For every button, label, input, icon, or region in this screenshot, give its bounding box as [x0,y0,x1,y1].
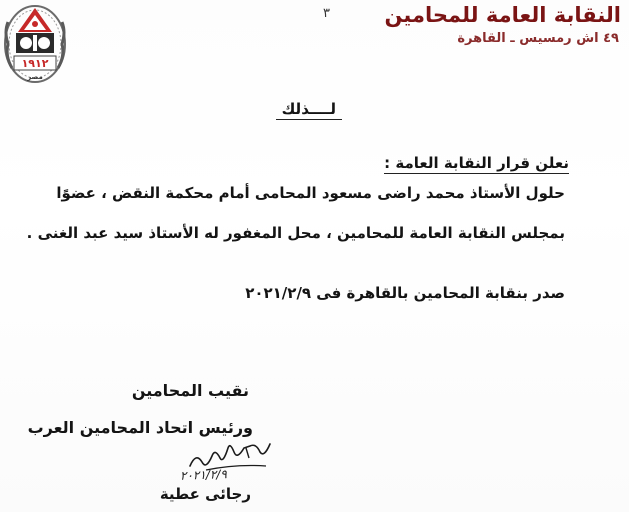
handwritten-date: ٢٠٢١/٢/٩ [179,467,227,483]
bar-association-logo [2,2,72,88]
logo-emblem-icon [2,2,72,88]
document-heading [282,100,342,118]
issued-statement: صدر بنقابة المحامين بالقاهرة فى ٢٠٢١/٢/٩ [245,284,565,302]
logo-year: ١٩١٢ [21,57,49,70]
logo-country: مصر [27,73,43,81]
announcement-text: نعلن قرار النقابة العامة : [384,154,569,172]
page-number: ٣ [323,6,330,21]
paragraph-line-2: بمجلس النقابة العامة للمحامين ، محل المغفور له الأستاذ سيد عبد الغنى . [26,224,565,242]
letterhead [361,2,621,48]
heading-text: لــــذلك [276,100,342,120]
organization-address: ٤٩ اش رمسيس ـ القاهرة [457,31,619,46]
signatory-title: نقيب المحامين [131,381,249,400]
announcement-line [384,154,569,172]
signatory-title-secondary: ورئيس اتحاد المحامين العرب [27,418,253,437]
organization-name: النقابة العامة للمحامين [384,3,621,27]
signatory-name: رجائى عطية [159,485,251,503]
paragraph-line-1: حلول الأستاذ محمد راضى مسعود المحامى أمام محكمة النقض ، عضوًا [56,184,565,202]
